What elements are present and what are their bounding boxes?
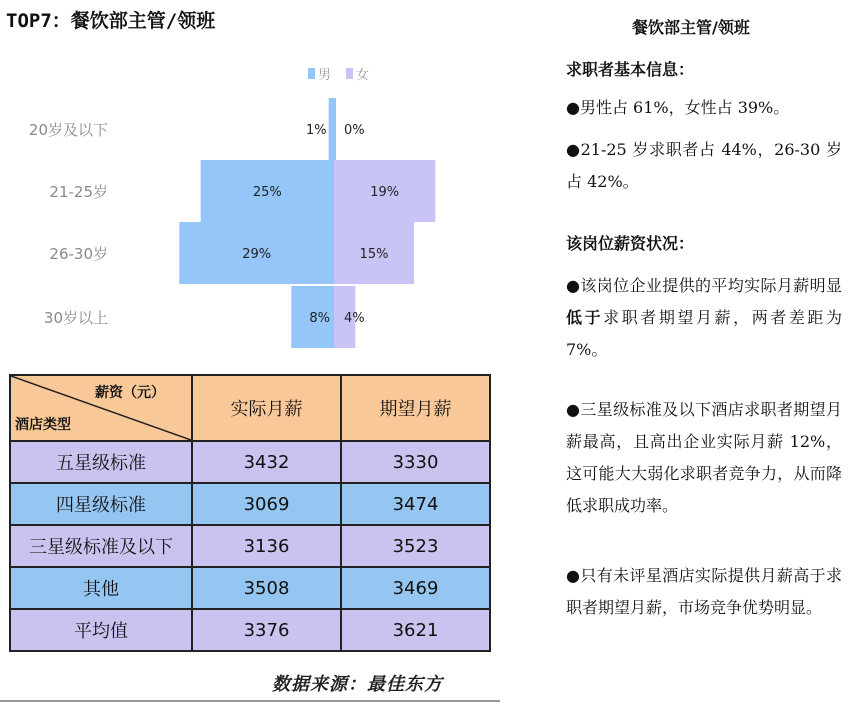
row-label: 五星级标准 (10, 441, 192, 483)
actual-salary-cell: 3508 (192, 567, 341, 609)
table-row (10, 483, 490, 525)
section-heading-salary: 该岗位薪资状况： (566, 234, 695, 253)
expected-salary-cell: 3469 (341, 567, 490, 609)
divider (0, 700, 500, 702)
actual-salary-cell: 3376 (192, 609, 341, 651)
row-label: 四星级标准 (10, 483, 192, 525)
legend-swatch-0 (308, 68, 315, 79)
header-hotel-type-label: 酒店类型 (15, 417, 71, 433)
bar-label-male: 29% (242, 247, 272, 262)
row-label: 三星级标准及以下 (10, 525, 192, 567)
actual-salary-cell: 3432 (192, 441, 341, 483)
table-row (10, 567, 490, 609)
expected-salary-cell: 3523 (341, 525, 490, 567)
table-row (10, 441, 490, 483)
table-row (10, 609, 490, 651)
actual-salary-cell: 3136 (192, 525, 341, 567)
row-label: 平均值 (10, 609, 192, 651)
section-heading-basic-info: 求职者基本信息： (566, 60, 695, 79)
legend-swatch-1 (346, 68, 353, 79)
bar-label-male: 25% (252, 185, 282, 200)
row-label: 其他 (10, 567, 192, 609)
data-source-note: 数据来源：最佳东方 (272, 674, 443, 695)
legend-label-0: 男 (318, 68, 332, 83)
column-header-actual: 实际月薪 (192, 375, 341, 441)
page-title: TOP7：餐饮部主管/领班 (6, 10, 216, 32)
category-label: 20岁及以下 (28, 121, 108, 139)
category-labels (29, 121, 108, 327)
bar-label-female: 0% (344, 123, 365, 138)
bar-label-male: 8% (309, 311, 330, 326)
age-gender-chart (0, 52, 500, 362)
legend-label-1: 女 (356, 68, 370, 83)
table-row (10, 525, 490, 567)
bar-label-female: 19% (370, 185, 400, 200)
bar-label-female: 15% (359, 247, 389, 262)
paragraph-gender: ●男性占 61%，女性占 39%。 (566, 98, 790, 117)
bar-label-female: 4% (344, 311, 365, 326)
paragraph-salary-gap: ●该岗位企业提供的平均实际月薪明显低于求职者期望月薪，两者差距为 7%。 (566, 276, 842, 359)
table-header-row (10, 375, 490, 441)
table-corner-header (10, 375, 192, 441)
salary-table (9, 374, 491, 652)
expected-salary-cell: 3474 (341, 483, 490, 525)
category-label: 26-30岁 (49, 245, 108, 263)
header-salary-label: 薪资（元） (95, 385, 165, 401)
bar-label-male: 1% (306, 123, 327, 138)
category-label: 30岁以上 (43, 309, 108, 327)
paragraph-age: ●21-25 岁求职者占 44%，26-30 岁占 42%。 (566, 140, 842, 191)
expected-salary-cell: 3621 (341, 609, 490, 651)
chart-legend (308, 68, 369, 83)
actual-salary-cell: 3069 (192, 483, 341, 525)
paragraph-unrated: ●只有未评星酒店实际提供月薪高于求职者期望月薪，市场竞争优势明显。 (566, 566, 842, 617)
panel-title: 餐饮部主管/领班 (632, 18, 750, 37)
category-label: 21-25岁 (49, 183, 108, 201)
paragraph-three-star: ●三星级标准及以下酒店求职者期望月薪最高，且高出企业实际月薪 12%，这可能大大弱化求职者竞争力，从而降低求职成功率。 (566, 400, 842, 515)
column-header-expected: 期望月薪 (341, 375, 490, 441)
expected-salary-cell: 3330 (341, 441, 490, 483)
bar-male-thin (332, 98, 336, 160)
